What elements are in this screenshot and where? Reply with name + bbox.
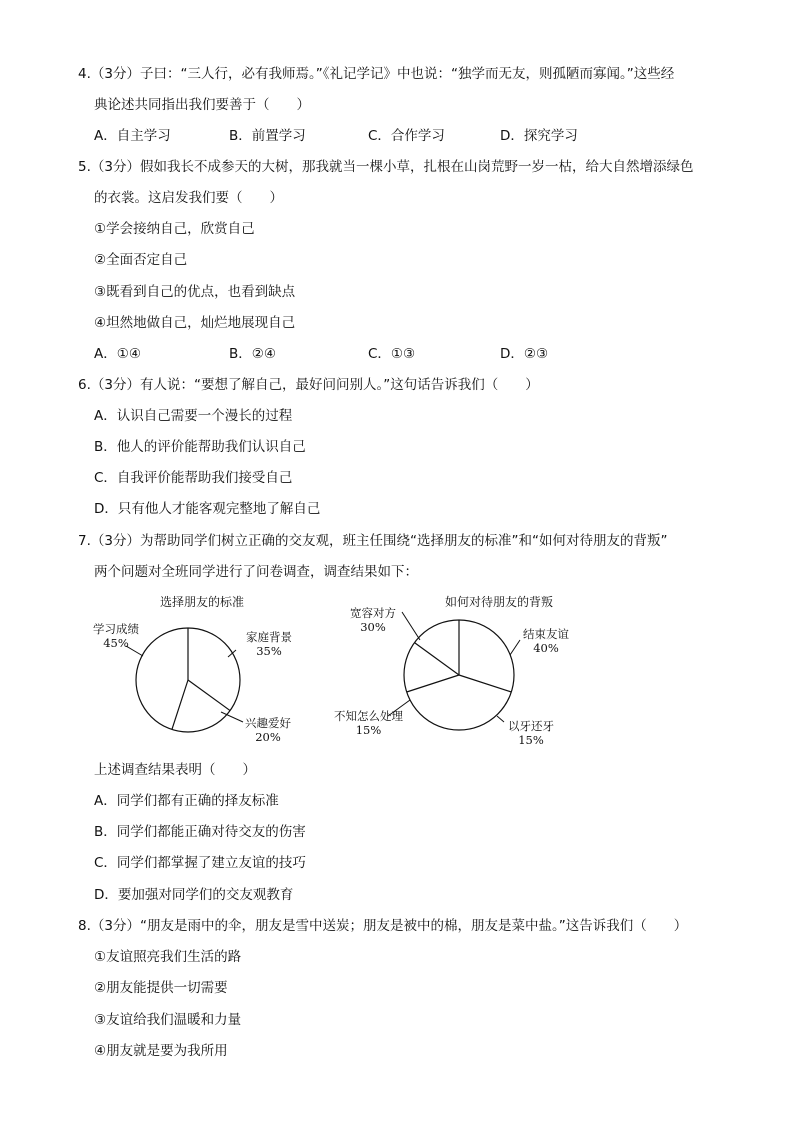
chart1-label-0-name: 学习成绩	[93, 622, 139, 636]
chart1-label-1-value: 35%	[256, 644, 282, 658]
chart2-label-2-name: 以牙还牙	[508, 719, 554, 733]
q6-option-a[interactable]: A．认识自己需要一个漫长的过程	[94, 408, 293, 424]
chart2-label-3	[334, 709, 403, 737]
chart1-label-2-name: 兴趣爱好	[245, 716, 291, 730]
q5-item-4: ④坦然地做自己，灿烂地展现自己	[94, 315, 296, 331]
chart1-label-2-value: 20%	[255, 730, 281, 744]
chart1-label-1-name: 家庭背景	[246, 630, 292, 644]
chart2-leader-0	[402, 612, 420, 640]
q6-option-d[interactable]: D．只有他人才能客观完整地了解自己	[94, 501, 321, 517]
q7-stem-line1: 7.（3分）为帮助同学们树立正确的交友观，班主任围绕“选择朋友的标准”和“如何对待朋友的背叛”	[78, 533, 668, 549]
q5-option-d[interactable]: D．②③	[500, 346, 549, 362]
q8-stem: 8.（3分）“朋友是雨中的伞，朋友是雪中送炭；朋友是被中的棉，朋友是菜中盐。”这告诉我们（ ）	[78, 918, 688, 934]
q4-option-b[interactable]: B．前置学习	[229, 128, 306, 144]
chart2-label-2	[508, 719, 554, 747]
chart2-label-1	[523, 627, 569, 655]
chart2-title: 如何对待朋友的背叛	[445, 595, 554, 609]
q5-item-3: ③既看到自己的优点，也看到缺点	[94, 284, 296, 300]
q4-stem-line1: 4.（3分）子曰：“三人行，必有我师焉。”《礼记学记》中也说：“独学而无友，则孤陋而寡闻。”这些经	[78, 66, 675, 82]
q4-stem-line2: 典论述共同指出我们要善于（ ）	[94, 97, 310, 113]
q8-item-2: ②朋友能提供一切需要	[94, 980, 228, 996]
q6-stem: 6.（3分）有人说：“要想了解自己，最好问问别人。”这句话告诉我们（ ）	[78, 377, 539, 393]
chart2-label-3-name: 不知怎么处理	[334, 709, 403, 723]
chart2-label-0-value: 30%	[360, 620, 386, 634]
q5-stem-line1: 5.（3分）假如我长不成参天的大树，那我就当一棵小草，扎根在山岗荒野一岁一枯，给大自然增添绿色	[78, 159, 694, 175]
q8-item-1: ①友谊照亮我们生活的路	[94, 949, 242, 965]
q8-item-4: ④朋友就是要为我所用	[94, 1043, 228, 1059]
q7-option-b[interactable]: B．同学们都能正确对待交友的伤害	[94, 824, 306, 840]
chart2-label-3-value: 15%	[355, 723, 382, 737]
chart2-label-1-value: 40%	[533, 641, 559, 655]
chart2-label-2-value: 15%	[518, 733, 544, 747]
q5-option-a[interactable]: A．①④	[94, 346, 141, 362]
q6-option-b[interactable]: B．他人的评价能帮助我们认识自己	[94, 439, 306, 455]
q8-item-3: ③友谊给我们温暖和力量	[94, 1012, 242, 1028]
q7-option-c[interactable]: C．同学们都掌握了建立友谊的技巧	[94, 855, 306, 871]
q7-question: 上述调查结果表明（ ）	[94, 762, 256, 778]
q5-option-c[interactable]: C．①③	[368, 346, 416, 362]
q7-stem-line2: 两个问题对全班同学进行了问卷调查，调查结果如下：	[94, 564, 418, 580]
q4-option-d[interactable]: D．探究学习	[500, 128, 578, 144]
q5-option-b[interactable]: B．②④	[229, 346, 276, 362]
chart1-label-0-value: 45%	[103, 636, 129, 650]
q6-option-c[interactable]: C．自我评价能帮助我们接受自己	[94, 470, 293, 486]
chart2-label-1-name: 结束友谊	[523, 627, 569, 641]
chart1-title: 选择朋友的标准	[160, 595, 245, 609]
chart2-label-0-name: 宽容对方	[350, 606, 396, 620]
q5-item-2: ②全面否定自己	[94, 252, 188, 268]
q7-option-a[interactable]: A．同学们都有正确的择友标准	[94, 793, 279, 809]
q5-stem-line2: 的衣裳。这启发我们要（ ）	[94, 190, 283, 206]
chart2-label-0	[350, 606, 396, 634]
q4-option-c[interactable]: C．合作学习	[368, 128, 445, 144]
chart2-leader-2	[497, 716, 504, 722]
q4-option-a[interactable]: A．自主学习	[94, 128, 171, 144]
chart2-leader-1	[510, 640, 520, 655]
q5-item-1: ①学会接纳自己，欣赏自己	[94, 221, 255, 237]
q7-option-d[interactable]: D．要加强对同学们的交友观教育	[94, 887, 294, 903]
